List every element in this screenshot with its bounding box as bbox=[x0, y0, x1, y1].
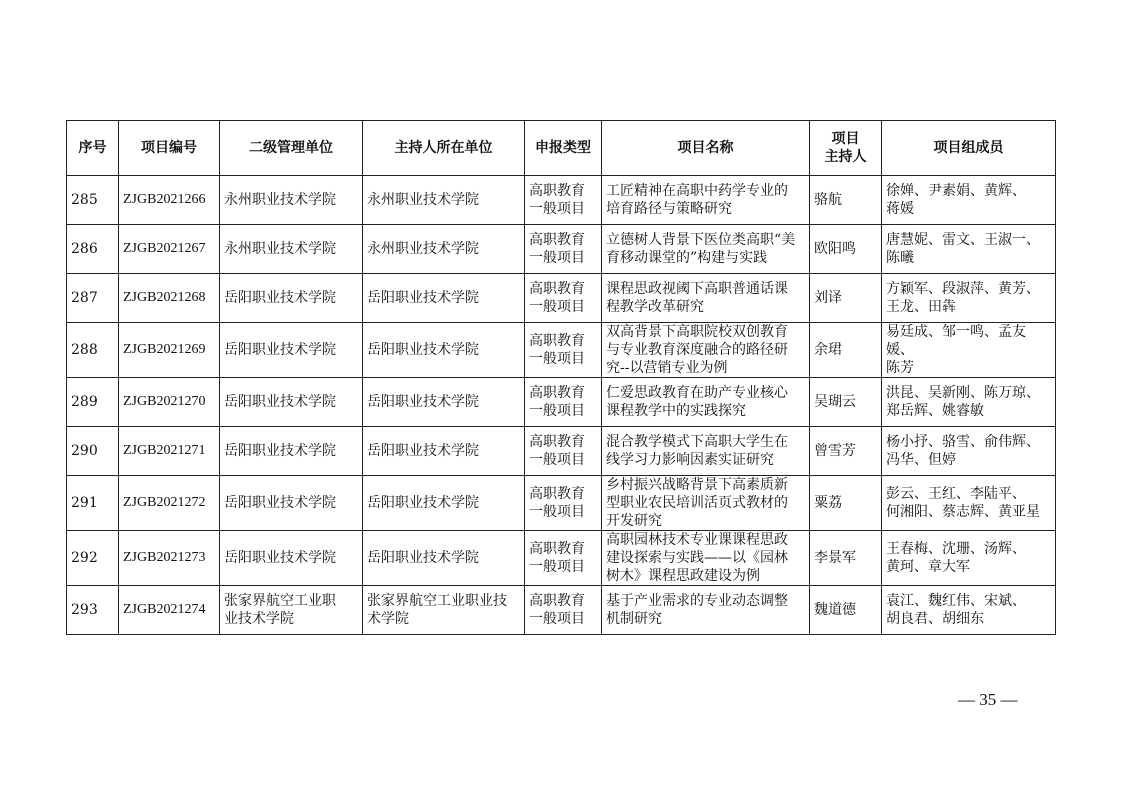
cell-application-type: 高职教育 一般项目 bbox=[525, 225, 602, 274]
cell-project-code: ZJGB2021270 bbox=[119, 378, 220, 427]
cell-management-unit: 张家界航空工业职 业技术学院 bbox=[220, 586, 363, 635]
cell-project-leader: 曾雪芳 bbox=[810, 427, 882, 476]
cell-project-leader: 粟荔 bbox=[810, 476, 882, 531]
cell-project-name: 双高背景下高职院校双创教育 与专业教育深度融合的路径研 究--以营销专业为例 bbox=[602, 323, 810, 378]
table-header bbox=[67, 121, 1056, 176]
cell-host-unit: 岳阳职业技术学院 bbox=[363, 378, 525, 427]
cell-project-code: ZJGB2021271 bbox=[119, 427, 220, 476]
cell-project-leader: 欧阳鸣 bbox=[810, 225, 882, 274]
cell-project-leader: 魏道德 bbox=[810, 586, 882, 635]
cell-project-code: ZJGB2021267 bbox=[119, 225, 220, 274]
header-type: 申报类型 bbox=[525, 121, 602, 176]
table-body bbox=[67, 176, 1056, 635]
cell-host-unit: 岳阳职业技术学院 bbox=[363, 274, 525, 323]
cell-management-unit: 岳阳职业技术学院 bbox=[220, 427, 363, 476]
cell-management-unit: 岳阳职业技术学院 bbox=[220, 323, 363, 378]
cell-application-type: 高职教育 一般项目 bbox=[525, 176, 602, 225]
cell-project-code: ZJGB2021268 bbox=[119, 274, 220, 323]
cell-team-members: 袁江、魏红伟、宋斌、 胡良君、胡细东 bbox=[882, 586, 1056, 635]
header-row bbox=[67, 121, 1056, 176]
header-seq: 序号 bbox=[67, 121, 119, 176]
table-row bbox=[67, 531, 1056, 586]
header-host-unit: 主持人所在单位 bbox=[363, 121, 525, 176]
header-leader: 项目 主持人 bbox=[810, 121, 882, 176]
cell-host-unit: 张家界航空工业职业技 术学院 bbox=[363, 586, 525, 635]
cell-team-members: 唐慧妮、雷文、王淑一、 陈曦 bbox=[882, 225, 1056, 274]
cell-management-unit: 岳阳职业技术学院 bbox=[220, 378, 363, 427]
header-name: 项目名称 bbox=[602, 121, 810, 176]
table-row bbox=[67, 427, 1056, 476]
cell-seq: 291 bbox=[67, 476, 119, 531]
cell-seq: 286 bbox=[67, 225, 119, 274]
header-members: 项目组成员 bbox=[882, 121, 1056, 176]
cell-project-code: ZJGB2021269 bbox=[119, 323, 220, 378]
table-row bbox=[67, 176, 1056, 225]
cell-host-unit: 永州职业技术学院 bbox=[363, 176, 525, 225]
cell-team-members: 杨小抒、骆雪、俞伟辉、 冯华、但婷 bbox=[882, 427, 1056, 476]
cell-project-code: ZJGB2021266 bbox=[119, 176, 220, 225]
header-unit: 二级管理单位 bbox=[220, 121, 363, 176]
cell-project-name: 立德树人背景下医位类高职“美 育移动课堂的”构建与实践 bbox=[602, 225, 810, 274]
cell-application-type: 高职教育 一般项目 bbox=[525, 378, 602, 427]
cell-project-name: 高职园林技术专业课课程思政 建设探索与实践——以《园林 树木》课程思政建设为例 bbox=[602, 531, 810, 586]
cell-team-members: 洪昆、吴新刚、陈万琼、 郑岳辉、姚睿敏 bbox=[882, 378, 1056, 427]
cell-team-members: 彭云、王红、李陆平、 何湘阳、蔡志辉、黄亚星 bbox=[882, 476, 1056, 531]
cell-seq: 289 bbox=[67, 378, 119, 427]
cell-team-members: 徐婵、尹素娟、黄辉、 蒋媛 bbox=[882, 176, 1056, 225]
cell-seq: 292 bbox=[67, 531, 119, 586]
cell-project-code: ZJGB2021272 bbox=[119, 476, 220, 531]
table-row bbox=[67, 586, 1056, 635]
cell-project-name: 基于产业需求的专业动态调整 机制研究 bbox=[602, 586, 810, 635]
cell-management-unit: 岳阳职业技术学院 bbox=[220, 476, 363, 531]
cell-host-unit: 岳阳职业技术学院 bbox=[363, 531, 525, 586]
cell-application-type: 高职教育 一般项目 bbox=[525, 274, 602, 323]
cell-project-name: 工匠精神在高职中药学专业的 培育路径与策略研究 bbox=[602, 176, 810, 225]
cell-application-type: 高职教育 一般项目 bbox=[525, 586, 602, 635]
header-code: 项目编号 bbox=[119, 121, 220, 176]
cell-project-leader: 刘译 bbox=[810, 274, 882, 323]
cell-team-members: 方颖军、段淑萍、黄芳、 王龙、田犇 bbox=[882, 274, 1056, 323]
cell-application-type: 高职教育 一般项目 bbox=[525, 476, 602, 531]
cell-project-code: ZJGB2021273 bbox=[119, 531, 220, 586]
cell-host-unit: 岳阳职业技术学院 bbox=[363, 476, 525, 531]
table-row bbox=[67, 476, 1056, 531]
cell-seq: 293 bbox=[67, 586, 119, 635]
project-table bbox=[66, 120, 1056, 635]
cell-team-members: 易廷成、邹一鸣、孟友媛、 陈芳 bbox=[882, 323, 1056, 378]
cell-host-unit: 岳阳职业技术学院 bbox=[363, 323, 525, 378]
cell-application-type: 高职教育 一般项目 bbox=[525, 323, 602, 378]
cell-project-name: 乡村振兴战略背景下高素质新 型职业农民培训活页式教材的 开发研究 bbox=[602, 476, 810, 531]
cell-host-unit: 岳阳职业技术学院 bbox=[363, 427, 525, 476]
cell-project-leader: 吴瑚云 bbox=[810, 378, 882, 427]
cell-seq: 290 bbox=[67, 427, 119, 476]
table-row bbox=[67, 274, 1056, 323]
cell-management-unit: 永州职业技术学院 bbox=[220, 225, 363, 274]
table-row bbox=[67, 378, 1056, 427]
table-row bbox=[67, 323, 1056, 378]
cell-project-leader: 骆航 bbox=[810, 176, 882, 225]
cell-host-unit: 永州职业技术学院 bbox=[363, 225, 525, 274]
cell-seq: 285 bbox=[67, 176, 119, 225]
cell-project-name: 课程思政视阈下高职普通话课 程教学改革研究 bbox=[602, 274, 810, 323]
cell-team-members: 王春梅、沈珊、汤辉、 黄珂、章大军 bbox=[882, 531, 1056, 586]
cell-management-unit: 永州职业技术学院 bbox=[220, 176, 363, 225]
cell-project-code: ZJGB2021274 bbox=[119, 586, 220, 635]
cell-project-leader: 李景军 bbox=[810, 531, 882, 586]
cell-seq: 288 bbox=[67, 323, 119, 378]
cell-project-name: 仁爱思政教育在助产专业核心 课程教学中的实践探究 bbox=[602, 378, 810, 427]
cell-seq: 287 bbox=[67, 274, 119, 323]
cell-application-type: 高职教育 一般项目 bbox=[525, 427, 602, 476]
cell-management-unit: 岳阳职业技术学院 bbox=[220, 531, 363, 586]
table-row bbox=[67, 225, 1056, 274]
cell-management-unit: 岳阳职业技术学院 bbox=[220, 274, 363, 323]
cell-application-type: 高职教育 一般项目 bbox=[525, 531, 602, 586]
cell-project-name: 混合教学模式下高职大学生在 线学习力影响因素实证研究 bbox=[602, 427, 810, 476]
cell-project-leader: 余珺 bbox=[810, 323, 882, 378]
page-number: — 35 — bbox=[958, 690, 1018, 709]
